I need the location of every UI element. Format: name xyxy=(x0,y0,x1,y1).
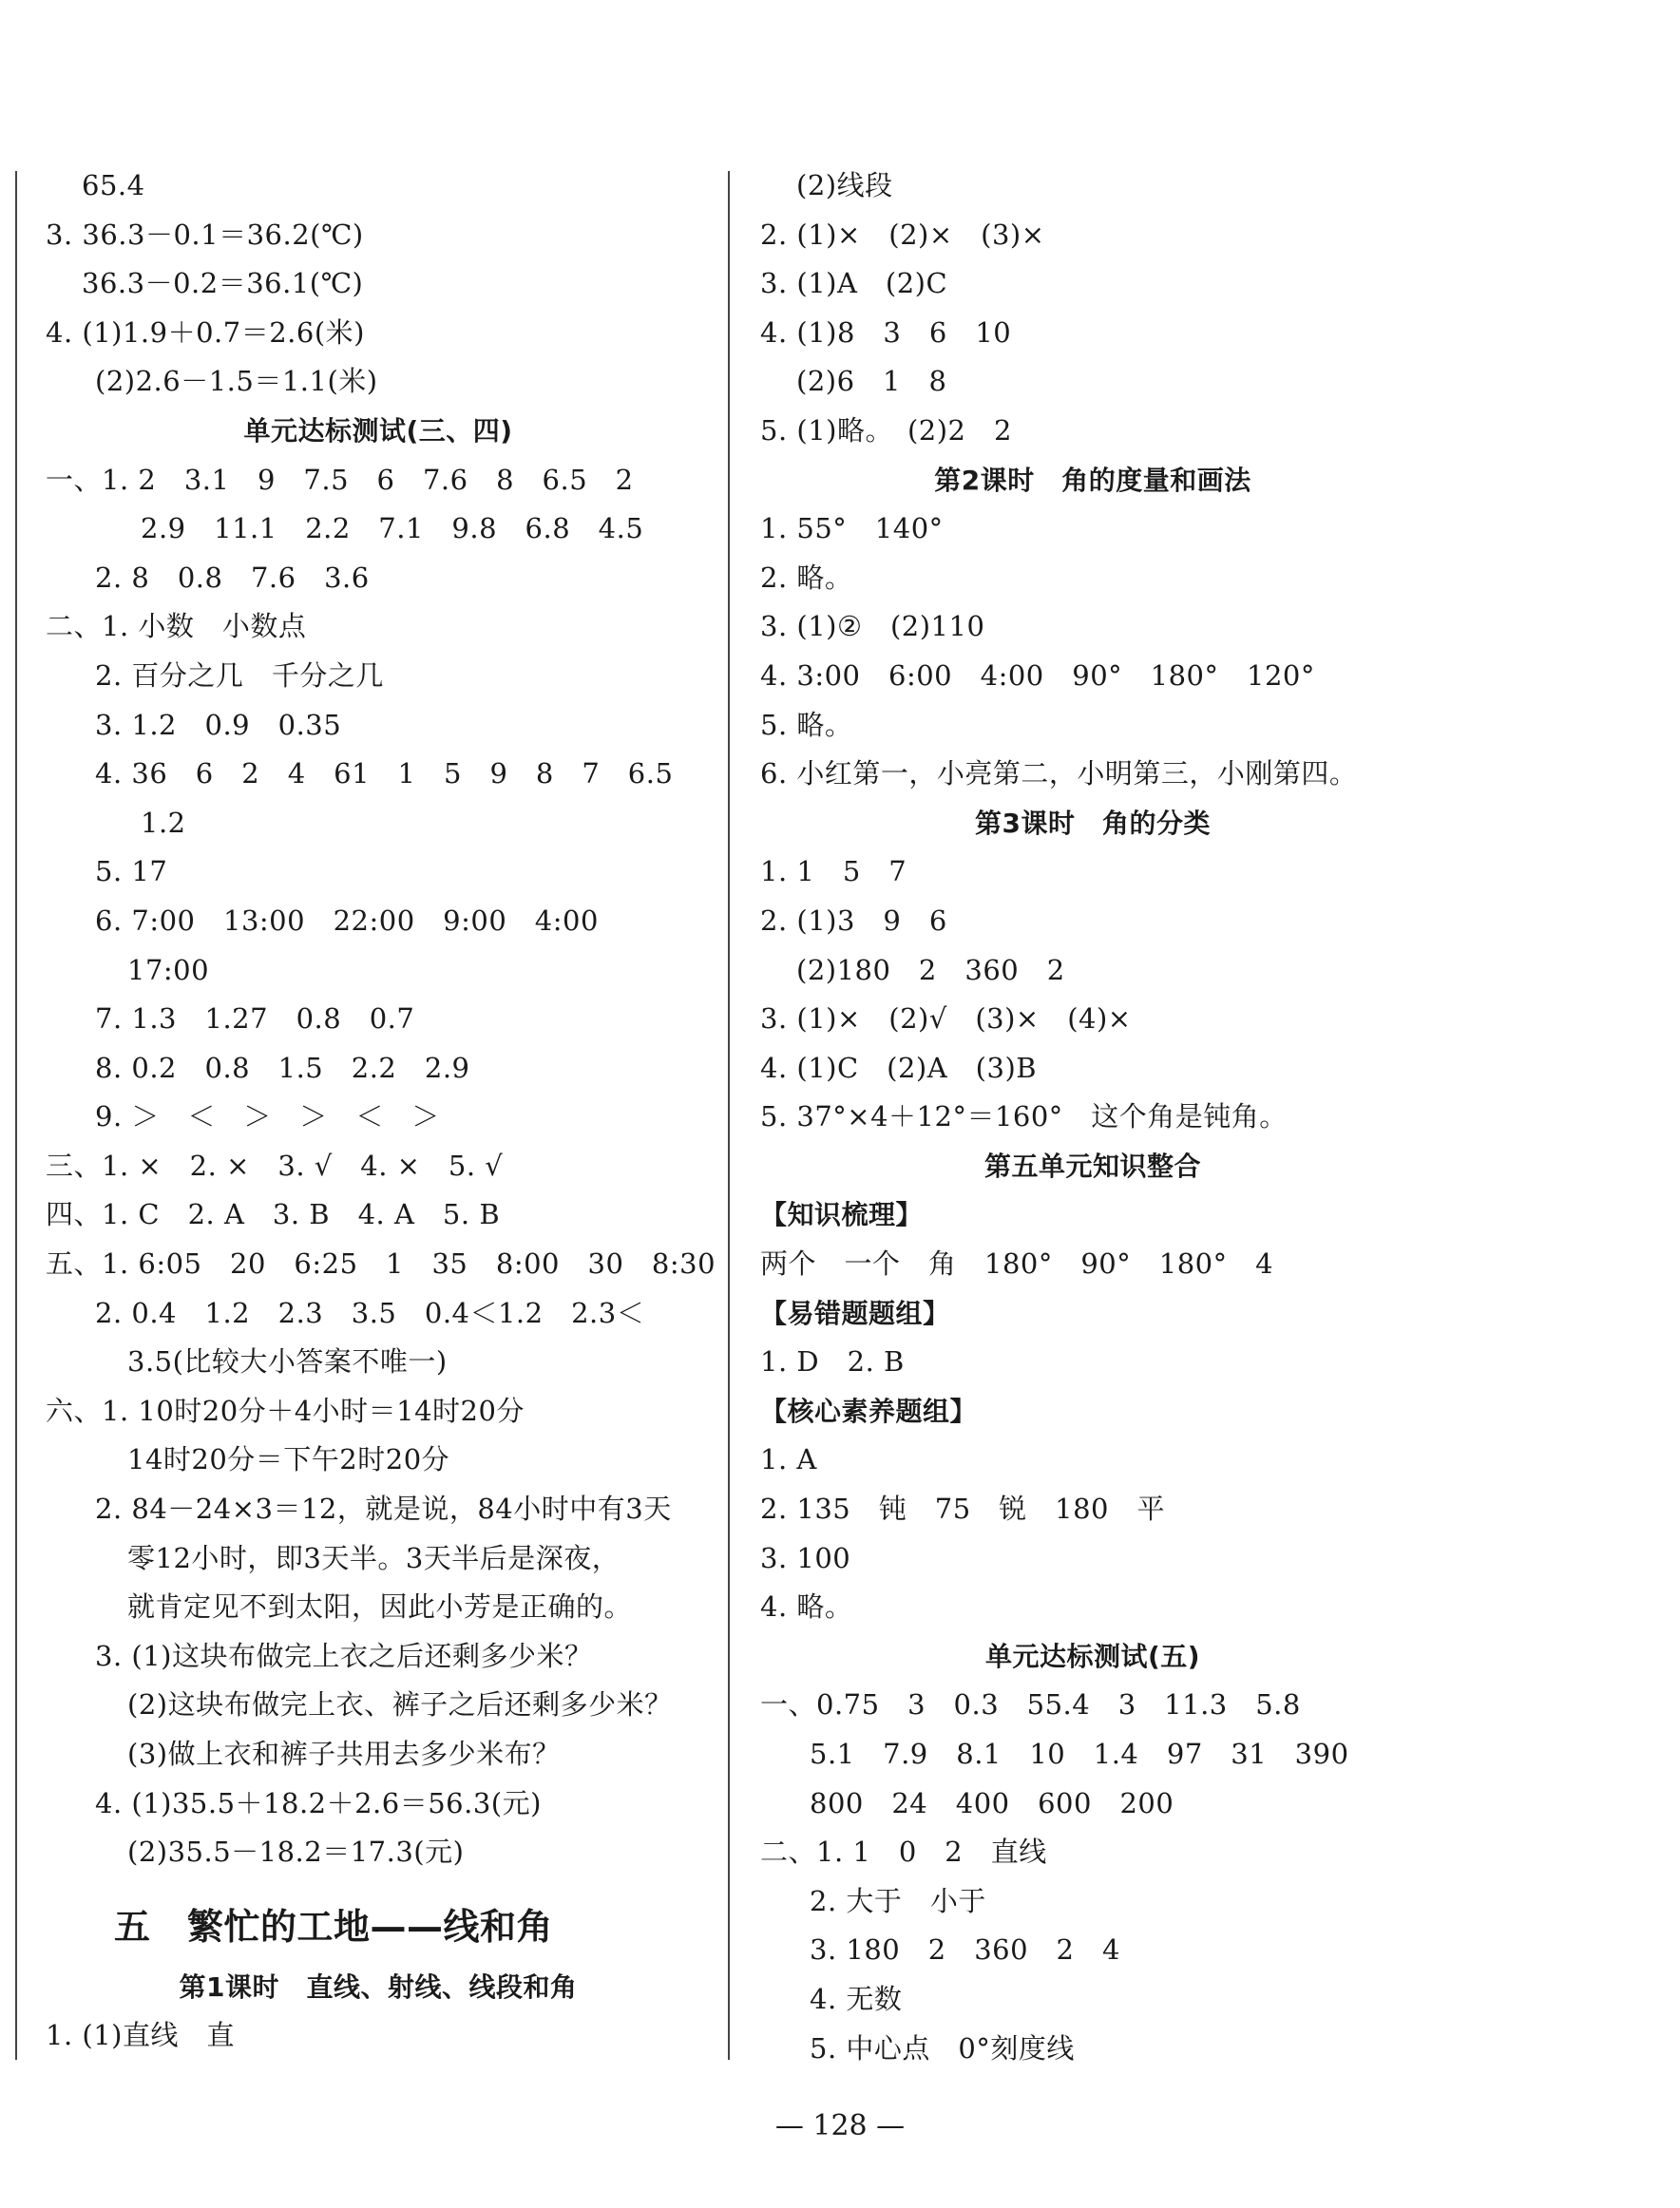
answer-line: 4. (1)1.9＋0.7＝2.6(米) xyxy=(46,315,365,349)
answer-line: (2)2.6－1.5＝1.1(米) xyxy=(95,365,378,398)
answer-line: (2)35.5－18.2＝17.3(元) xyxy=(127,1836,465,1869)
answer-line: 4. (1)C (2)A (3)B xyxy=(760,1051,1038,1084)
answer-line: 14时20分＝下午2时20分 xyxy=(127,1443,450,1476)
answer-line: 2. 0.4 1.2 2.3 3.5 0.4＜1.2 2.3＜ xyxy=(95,1296,645,1329)
answer-line: 二、1. 小数 小数点 xyxy=(46,610,307,643)
answer-line: 一、1. 2 3.1 9 7.5 6 7.6 8 6.5 2 xyxy=(46,463,634,496)
answer-line: 7. 1.3 1.27 0.8 0.7 xyxy=(95,1002,415,1036)
answer-line: (2)6 1 8 xyxy=(796,365,947,398)
answer-line: (2)180 2 360 2 xyxy=(796,953,1065,986)
section-tag: 【易错题题组】 xyxy=(760,1297,950,1329)
answer-line: 3. 36.3－0.1＝36.2(℃) xyxy=(46,218,364,251)
left-margin-rule xyxy=(15,171,17,2060)
answer-line: 六、1. 10时20分＋4小时＝14时20分 xyxy=(46,1394,525,1427)
answer-line: 800 24 400 600 200 xyxy=(810,1786,1174,1819)
answer-line: 1. (1)直线 直 xyxy=(46,2019,235,2052)
answer-line: (3)做上衣和裤子共用去多少米布？ xyxy=(127,1738,561,1770)
answer-line: 2. 135 钝 75 锐 180 平 xyxy=(760,1493,1165,1526)
answer-line: 1. 55° 140° xyxy=(760,512,944,545)
answer-line: 2. 84－24×3＝12，就是说，84小时中有3天 xyxy=(95,1493,672,1526)
answer-line: 9. ＞ ＜ ＞ ＞ ＜ ＞ xyxy=(95,1100,440,1133)
answer-line: 五、1. 6:05 20 6:25 1 35 8:00 30 8:30 xyxy=(46,1247,716,1281)
answer-line: 2. 大于 小于 xyxy=(810,1884,986,1917)
answer-line: 2.9 11.1 2.2 7.1 9.8 6.8 4.5 xyxy=(141,512,644,545)
answer-line: 3.5(比较大小答案不唯一) xyxy=(127,1345,448,1379)
answer-line: 4. 36 6 2 4 61 1 5 9 8 7 6.5 xyxy=(95,757,674,790)
answer-line: 2. 8 0.8 7.6 3.6 xyxy=(95,561,370,594)
answer-line: 2. (1)3 9 6 xyxy=(760,904,947,937)
column-divider xyxy=(728,171,730,2060)
section-heading: 单元达标测试(五) xyxy=(984,1640,1201,1672)
answer-line: (2)线段 xyxy=(796,169,893,201)
answer-line: 2. 略。 xyxy=(760,561,853,594)
section-tag: 【知识梳理】 xyxy=(760,1199,924,1231)
section-tag: 【核心素养题组】 xyxy=(760,1395,978,1427)
answer-line: 1. D 2. B xyxy=(760,1345,905,1379)
answer-line: 就肯定见不到太阳，因此小芳是正确的。 xyxy=(127,1590,633,1624)
answer-line: 四、1. C 2. A 3. B 4. A 5. B xyxy=(46,1198,501,1231)
answer-line: 1.2 xyxy=(141,806,186,839)
answer-line: 4. 3:00 6:00 4:00 90° 180° 120° xyxy=(760,658,1315,692)
answer-line: 3. (1)× (2)√ (3)× (4)× xyxy=(760,1002,1132,1036)
answer-line: 17:00 xyxy=(127,953,210,986)
page-number: — 128 — xyxy=(774,2109,906,2142)
answer-line: 3. (1)这块布做完上衣之后还剩多少米？ xyxy=(95,1639,593,1672)
answer-line: 1. A xyxy=(760,1443,817,1476)
answer-line: (2)这块布做完上衣、裤子之后还剩多少米？ xyxy=(127,1688,673,1722)
right-column xyxy=(760,162,1425,2073)
answer-line: 5. 37°×4＋12°＝160° 这个角是钝角。 xyxy=(760,1100,1288,1133)
left-column xyxy=(46,162,716,2061)
section-heading: 第1课时 直线、射线、线段和角 xyxy=(179,1970,578,2003)
answer-line: 3. (1)A (2)C xyxy=(760,267,948,300)
answer-line: 3. (1)② (2)110 xyxy=(760,610,985,643)
answer-line: 2. (1)× (2)× (3)× xyxy=(760,218,1045,251)
answer-line: 零12小时，即3天半。3天半后是深夜， xyxy=(127,1541,620,1574)
answer-line: 5. (1)略。 (2)2 2 xyxy=(760,413,1012,447)
answer-line: 4. 无数 xyxy=(810,1982,903,2015)
answer-line: 6. 7:00 13:00 22:00 9:00 4:00 xyxy=(95,904,599,937)
answer-line: 1. 1 5 7 xyxy=(760,855,907,888)
answer-line: 36.3－0.2＝36.1(℃) xyxy=(82,267,364,300)
section-heading: 第3课时 角的分类 xyxy=(975,807,1211,839)
answer-line: 5. 略。 xyxy=(760,708,853,741)
answer-line: 3. 100 xyxy=(760,1541,851,1574)
answer-line: 4. 略。 xyxy=(760,1590,853,1624)
answer-line: 5. 17 xyxy=(95,855,168,888)
section-heading: 单元达标测试(三、四) xyxy=(243,414,513,447)
answer-line: 5. 中心点 0°刻度线 xyxy=(810,2031,1075,2065)
answer-line: 一、0.75 3 0.3 55.4 3 11.3 5.8 xyxy=(760,1688,1301,1722)
section-heading: 第2课时 角的度量和画法 xyxy=(934,464,1251,496)
answer-line: 65.4 xyxy=(82,169,145,201)
answer-line: 三、1. × 2. × 3. √ 4. × 5. √ xyxy=(46,1149,504,1182)
answer-line: 2. 百分之几 千分之几 xyxy=(95,658,384,692)
answer-line: 3. 1.2 0.9 0.35 xyxy=(95,708,342,741)
answer-line: 4. (1)8 3 6 10 xyxy=(760,315,1012,349)
chapter-title: 五 繁忙的工地——线和角 xyxy=(114,1905,554,1948)
answer-line: 6. 小红第一，小亮第二，小明第三，小刚第四。 xyxy=(760,757,1358,790)
answer-line: 8. 0.2 0.8 1.5 2.2 2.9 xyxy=(95,1051,470,1084)
answer-line: 二、1. 1 0 2 直线 xyxy=(760,1836,1047,1869)
section-heading: 第五单元知识整合 xyxy=(983,1150,1201,1182)
answer-line: 5.1 7.9 8.1 10 1.4 97 31 390 xyxy=(810,1738,1349,1770)
answer-line: 4. (1)35.5＋18.2＋2.6＝56.3(元) xyxy=(95,1786,542,1819)
answer-line: 两个 一个 角 180° 90° 180° 4 xyxy=(760,1247,1274,1281)
answer-line: 3. 180 2 360 2 4 xyxy=(810,1933,1120,1967)
